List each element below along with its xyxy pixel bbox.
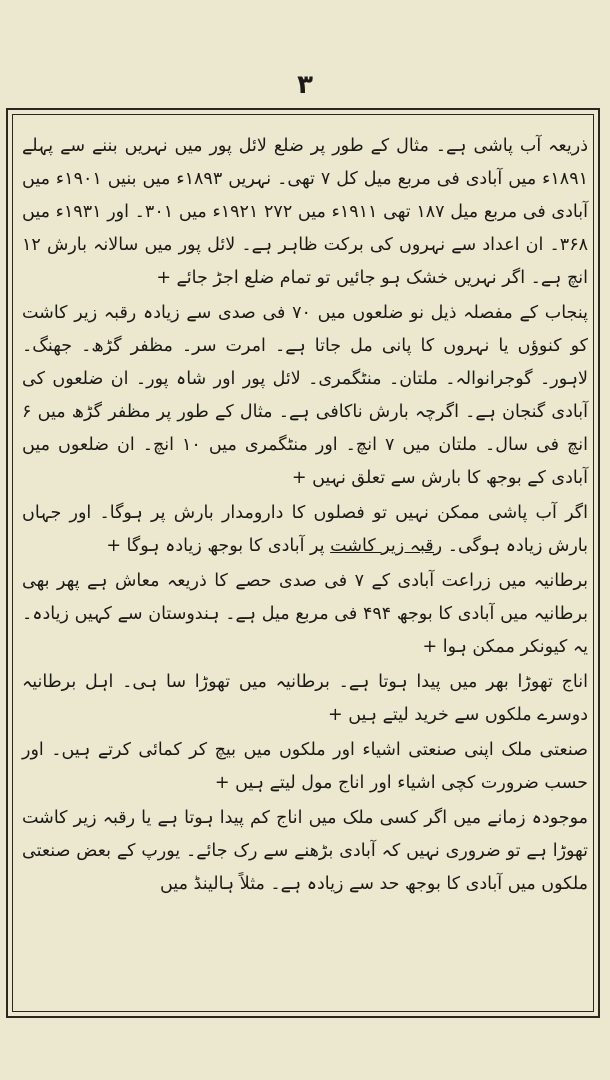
paragraph-2: پنجاب کے مفصلہ ذیل نو ضلعوں میں ۷۰ فی صدی سے زیادہ رقبہ زیر کاشت کو کنوؤں یا نہروں کا پانی مل جاتا ہے۔ امرت سر۔ مظفر گڑھ۔ جھنگ۔ لاہور۔ گوجرانوالہ۔ ملتان۔ منٹگمری۔ لائل پور اور شاہ پور۔ ان ضلعوں کی آبادی گنجان ہے۔ اگرچہ بارش ناکافی ہے۔ مثال کے طور پر مظفر گڑھ میں ۶ انچ فی سال۔ ملتان میں ۷ انچ۔ اور منٹگمری میں ۱۰ انچ۔ ان ضلعوں میں آبادی کے بوجھ کا بارش سے تعلق نہیں + [22,303,588,488]
paragraph-4: برطانیہ میں زراعت آبادی کے ۷ فی صدی حصے کا ذریعہ معاش ہے پھر بھی برطانیہ میں آبادی کا بوجھ ۴۹۴ فی مربع میل ہے۔ ہندوستان سے کہیں زیادہ۔ یہ کیونکر ممکن ہوا + [22,571,588,657]
paragraph-7: موجودہ زمانے میں اگر کسی ملک میں اناج کم پیدا ہوتا ہے یا رقبہ زیر کاشت تھوڑا ہے تو ضروری نہیں کہ آبادی بڑھنے سے رک جائے۔ یورپ کے بعض صنعتی ملکوں میں آبادی کا بوجھ حد سے زیادہ ہے۔ مثلاً ہالینڈ میں [22,808,588,894]
paragraph-1: ذریعہ آب پاشی ہے۔ مثال کے طور پر ضلع لائل پور میں نہریں بننے سے پہلے ۱۸۹۱ء میں آبادی فی مربع میل کل ۷ تھی۔ نہریں ۱۸۹۳ء میں بنیں ۱۹۰۱ء میں آبادی فی مربع میل ۱۸۷ تھی ۱۹۱۱ء میں ۲۷۲ ۱۹۲۱ء میں ۳۰۱۔ اور ۱۹۳۱ء میں ۳۶۸۔ ان اعداد سے نہروں کی برکت ظاہر ہے۔ لائل پور میں سالانہ بارش ۱۲ انچ ہے۔ اگر نہریں خشک ہو جائیں تو تمام ضلع اجڑ جائے + [22,136,588,288]
paragraph-3 [22,497,588,563]
page-number: ۳ [297,70,313,100]
paragraph-3-text: اگر آب پاشی ممکن نہیں تو فصلوں کا دارومدار بارش پر ہوگا۔ اور جہاں بارش زیادہ ہوگی۔ [22,503,588,556]
paragraph-5: اناج تھوڑا بھر میں پیدا ہوتا ہے۔ برطانیہ میں تھوڑا سا ہی۔ اہل برطانیہ دوسرے ملکوں سے خرید لیتے ہیں + [22,672,588,725]
paragraph-6: صنعتی ملک اپنی صنعتی اشیاء اور ملکوں میں بیچ کر کمائی کرتے ہیں۔ اور حسب ضرورت کچی اشیاء اور اناج مول لیتے ہیں + [22,740,588,793]
underlined-phrase: رقبہ زیر کاشت [330,536,443,556]
body-text [22,130,588,903]
paragraph-3-text-after: پر آبادی کا بوجھ زیادہ ہوگا + [106,536,325,556]
